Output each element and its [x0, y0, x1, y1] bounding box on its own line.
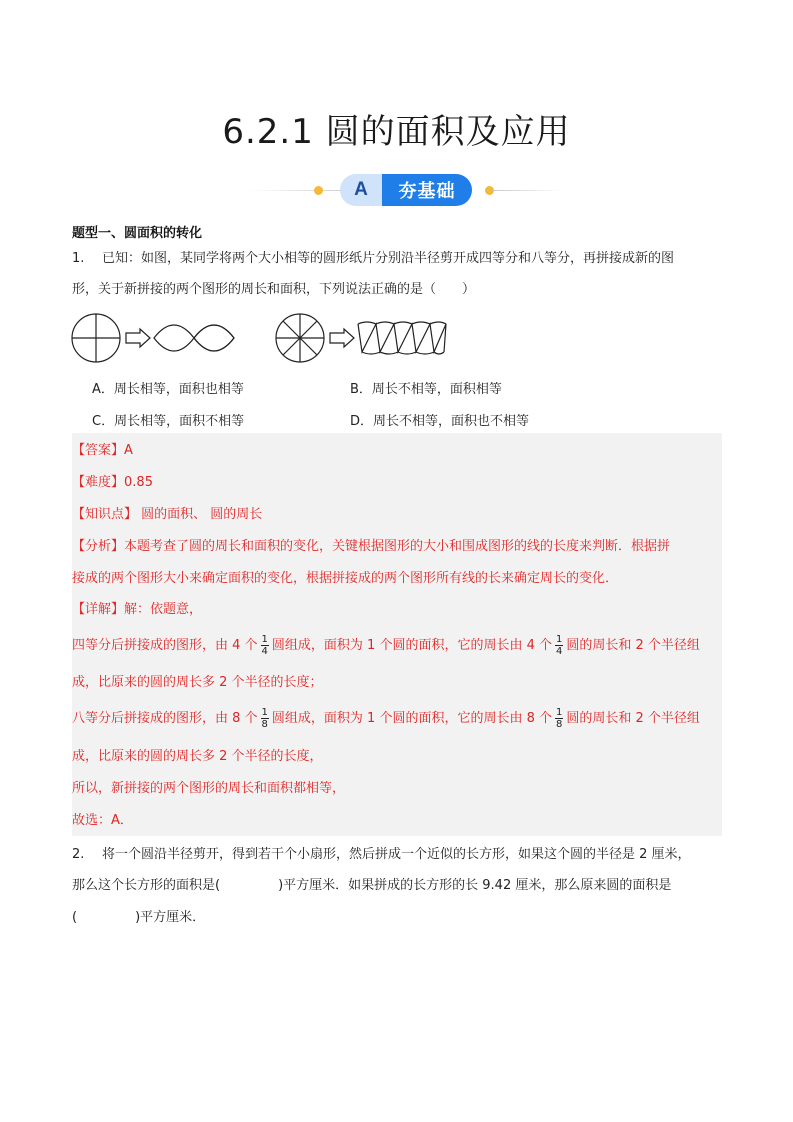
knowledge-line: 【知识点】 圆的面积、 圆的周长 — [72, 507, 263, 522]
fraction-one-quarter: $\frac{1}{4}$ — [556, 634, 563, 657]
q2-number: 2. — [72, 847, 85, 862]
answer-value: A — [124, 443, 133, 458]
banner-pill — [340, 174, 472, 206]
difficulty-line: 【难度】0.85 — [72, 475, 153, 490]
q1-option-c: C．周长相等，面积不相等 — [92, 414, 245, 429]
q1-option-b: B．周长不相等，面积相等 — [350, 382, 502, 397]
q2-line3: ( )平方厘米． — [72, 910, 206, 925]
banner-dot-left — [314, 186, 323, 195]
analysis-line2: 接成的两个图形大小来确定面积的变化，根据拼接成的两个图形所有线的长来确定周长的变化． — [72, 571, 619, 586]
fraction-one-quarter: $\frac{1}{4}$ — [261, 634, 268, 657]
q1-option-a: A．周长相等，面积也相等 — [92, 382, 244, 397]
eight-part-line1: 八等分后拼接成的图形，由 8 个 $\frac{1}{8}$ 圆组成，面积为 1 个圆的面积，它的周长由 8 个 $\frac{1}{8}$ 圆的周长和 2 个半径组 — [72, 707, 700, 730]
conclusion-line: 所以，新拼接的两个图形的周长和面积都相等， — [72, 781, 346, 796]
q2-line1: 2. 将一个圆沿半径剪开，得到若干个小扇形，然后拼成一个近似的长方形，如果这个圆的半径是 2 厘米， — [72, 845, 724, 865]
analysis-line1: 【分析】本题考查了圆的周长和面积的变化，关键根据图形的大小和围成图形的线的长度来判断．根据拼 — [72, 539, 671, 554]
arrow-right-icon — [126, 329, 150, 347]
choice-line: 故选：A． — [72, 813, 133, 828]
section-heading: 题型一、圆面积的转化 — [72, 226, 203, 241]
page-title: 6.2.1 圆的面积及应用 — [222, 112, 571, 152]
q1-line2: 形，关于新拼接的两个图形的周长和面积，下列说法正确的是（ ） — [72, 282, 476, 297]
four-part-line1: 四等分后拼接成的图形，由 4 个 $\frac{1}{4}$ 圆组成，面积为 1 个圆的面积，它的周长由 4 个 $\frac{1}{4}$ 圆的周长和 2 个半径组 — [72, 634, 700, 657]
eight-part-line2: 成，比原来的圆的周长多 2 个半径的长度， — [72, 749, 323, 764]
answer-line: 【答案】A — [72, 443, 133, 458]
banner-label: 夯基础 — [382, 174, 472, 206]
arrow-right-icon — [330, 329, 354, 347]
q1-number: 1. — [72, 251, 85, 266]
q1-figure — [70, 312, 450, 364]
banner-line-left — [248, 190, 354, 191]
q1-option-d: D．周长不相等，面积也不相等 — [350, 414, 530, 429]
banner-letter: A — [340, 174, 382, 206]
detail-line: 【详解】解：依题意， — [72, 602, 203, 617]
section-banner — [240, 172, 570, 208]
difficulty-value: 0.85 — [124, 475, 153, 490]
fraction-one-eighth: $\frac{1}{8}$ — [556, 707, 563, 730]
four-part-line2: 成，比原来的圆的周长多 2 个半径的长度； — [72, 675, 323, 690]
fraction-one-eighth: $\frac{1}{8}$ — [261, 707, 268, 730]
banner-line-right — [492, 190, 562, 191]
q1-line1: 1. 已知：如图，某同学将两个大小相等的圆形纸片分别沿半径剪开成四等分和八等分，再拼接成新的图 — [72, 249, 724, 269]
q2-line2: 那么这个长方形的面积是( )平方厘米．如果拼成的长方形的长 9.42 厘米，那么原来圆的面积是 — [72, 878, 672, 893]
